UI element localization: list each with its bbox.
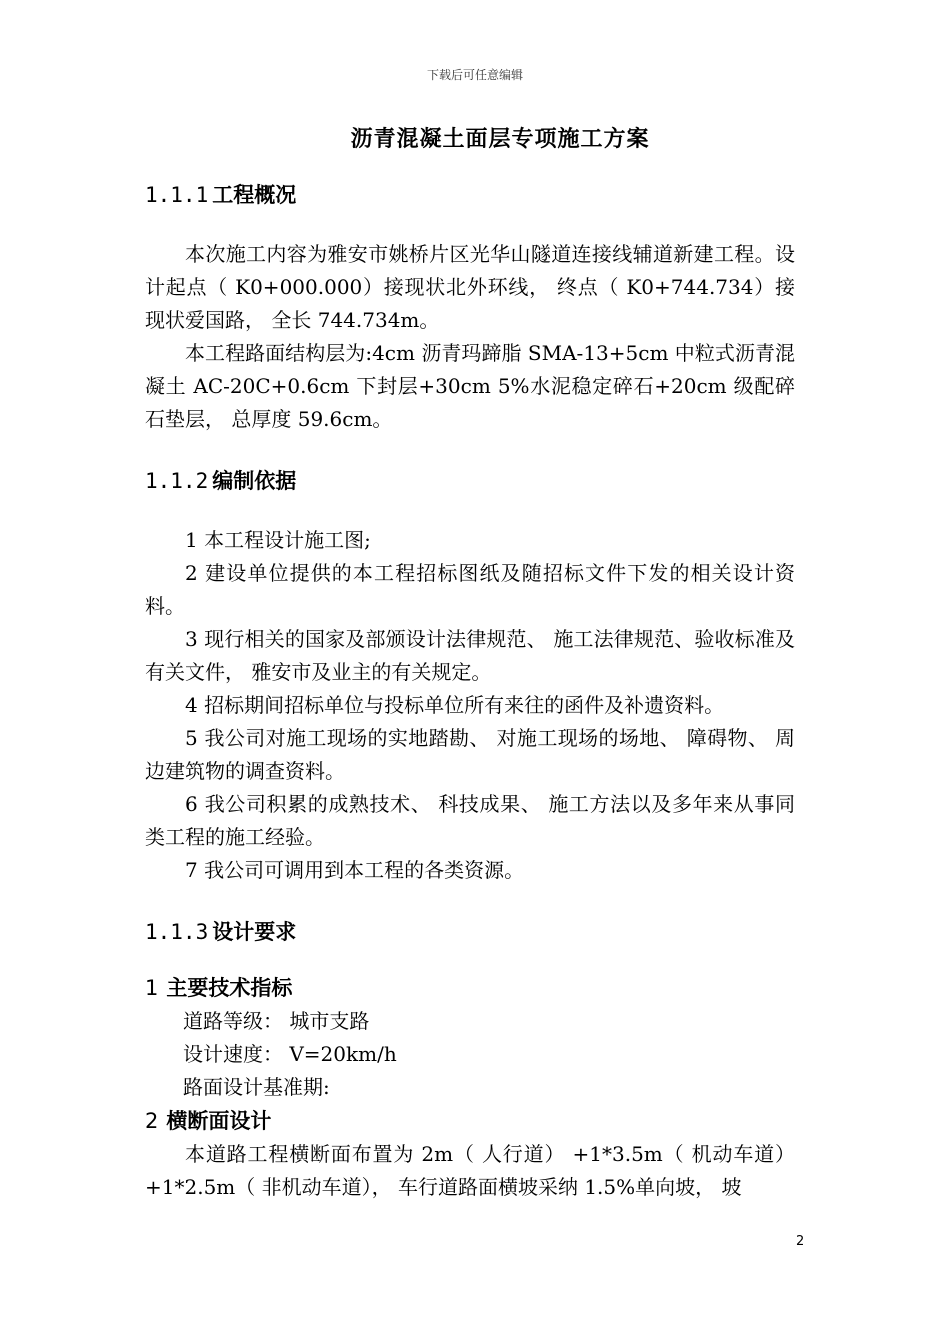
basis-item: 1 本工程设计施工图; xyxy=(185,528,371,552)
header-note: 下载后可任意编辑 xyxy=(426,68,523,82)
subsection-title: 横断面设计 xyxy=(166,1109,272,1133)
paragraph-overview-structure: 本工程路面结构层为:4cm 沥青玛蹄脂 SMA-13+5cm 中粒式沥青混凝土 AC-20C+0.6cm 下封层+30cm 5%水泥稳定碎石+20cm 级配碎石垫层， 总厚度 59.6cm。 xyxy=(145,341,795,431)
section-heading-1-1-3 xyxy=(145,915,795,949)
section-number: 1.1.2 xyxy=(145,469,209,493)
indicator-line: 设计速度： V=20km/h xyxy=(183,1042,397,1066)
document-body xyxy=(145,178,795,1204)
section-title: 工程概况 xyxy=(212,183,297,207)
basis-item: 2 建设单位提供的本工程招标图纸及随招标文件下发的相关设计资料。 xyxy=(145,561,795,618)
basis-item: 5 我公司对施工现场的实地踏勘、 对施工现场的场地、 障碍物、 周边建筑物的调查资料。 xyxy=(145,726,795,783)
paragraph-overview-scope: 本次施工内容为雅安市姚桥片区光华山隧道连接线辅道新建工程。设计起点（ K0+000.000）接现状北外环线， 终点（ K0+744.734）接现状爱国路， 全长 744.734m。 xyxy=(145,242,795,332)
page-number: 2 xyxy=(796,1234,805,1249)
section-heading-1-1-2 xyxy=(145,464,795,498)
subsection-heading-technical-indicators xyxy=(145,971,795,1005)
section-number: 1.1.3 xyxy=(145,920,209,944)
indicator-line: 道路等级： 城市支路 xyxy=(183,1009,370,1033)
indicator-line: 路面设计基准期: xyxy=(183,1075,330,1099)
section-title: 编制依据 xyxy=(212,469,297,493)
basis-item: 6 我公司积累的成熟技术、 科技成果、 施工方法以及多年来从事同类工程的施工经验。 xyxy=(145,792,795,849)
section-number: 1.1.1 xyxy=(145,183,209,207)
subsection-heading-cross-section xyxy=(145,1104,795,1138)
section-title: 设计要求 xyxy=(212,920,297,944)
basis-item: 4 招标期间招标单位与投标单位所有来往的函件及补遗资料。 xyxy=(185,693,725,717)
basis-item: 3 现行相关的国家及部颁设计法律规范、 施工法律规范、验收标准及有关文件， 雅安市及业主的有关规定。 xyxy=(145,627,795,684)
subsection-title: 主要技术指标 xyxy=(166,976,293,1000)
section-heading-1-1-1 xyxy=(145,178,795,212)
paragraph-cross-section: 本道路工程横断面布置为 2m（ 人行道） +1*3.5m（ 机动车道） +1*2.5m（ 非机动车道）， 车行道路面横坡采纳 1.5%单向坡， 坡 xyxy=(145,1142,795,1199)
subsection-number: 2 xyxy=(145,1109,159,1133)
basis-item: 7 我公司可调用到本工程的各类资源。 xyxy=(185,858,525,882)
document-title: 沥青混凝土面层专项施工方案 xyxy=(350,127,650,152)
subsection-number: 1 xyxy=(145,976,159,1000)
